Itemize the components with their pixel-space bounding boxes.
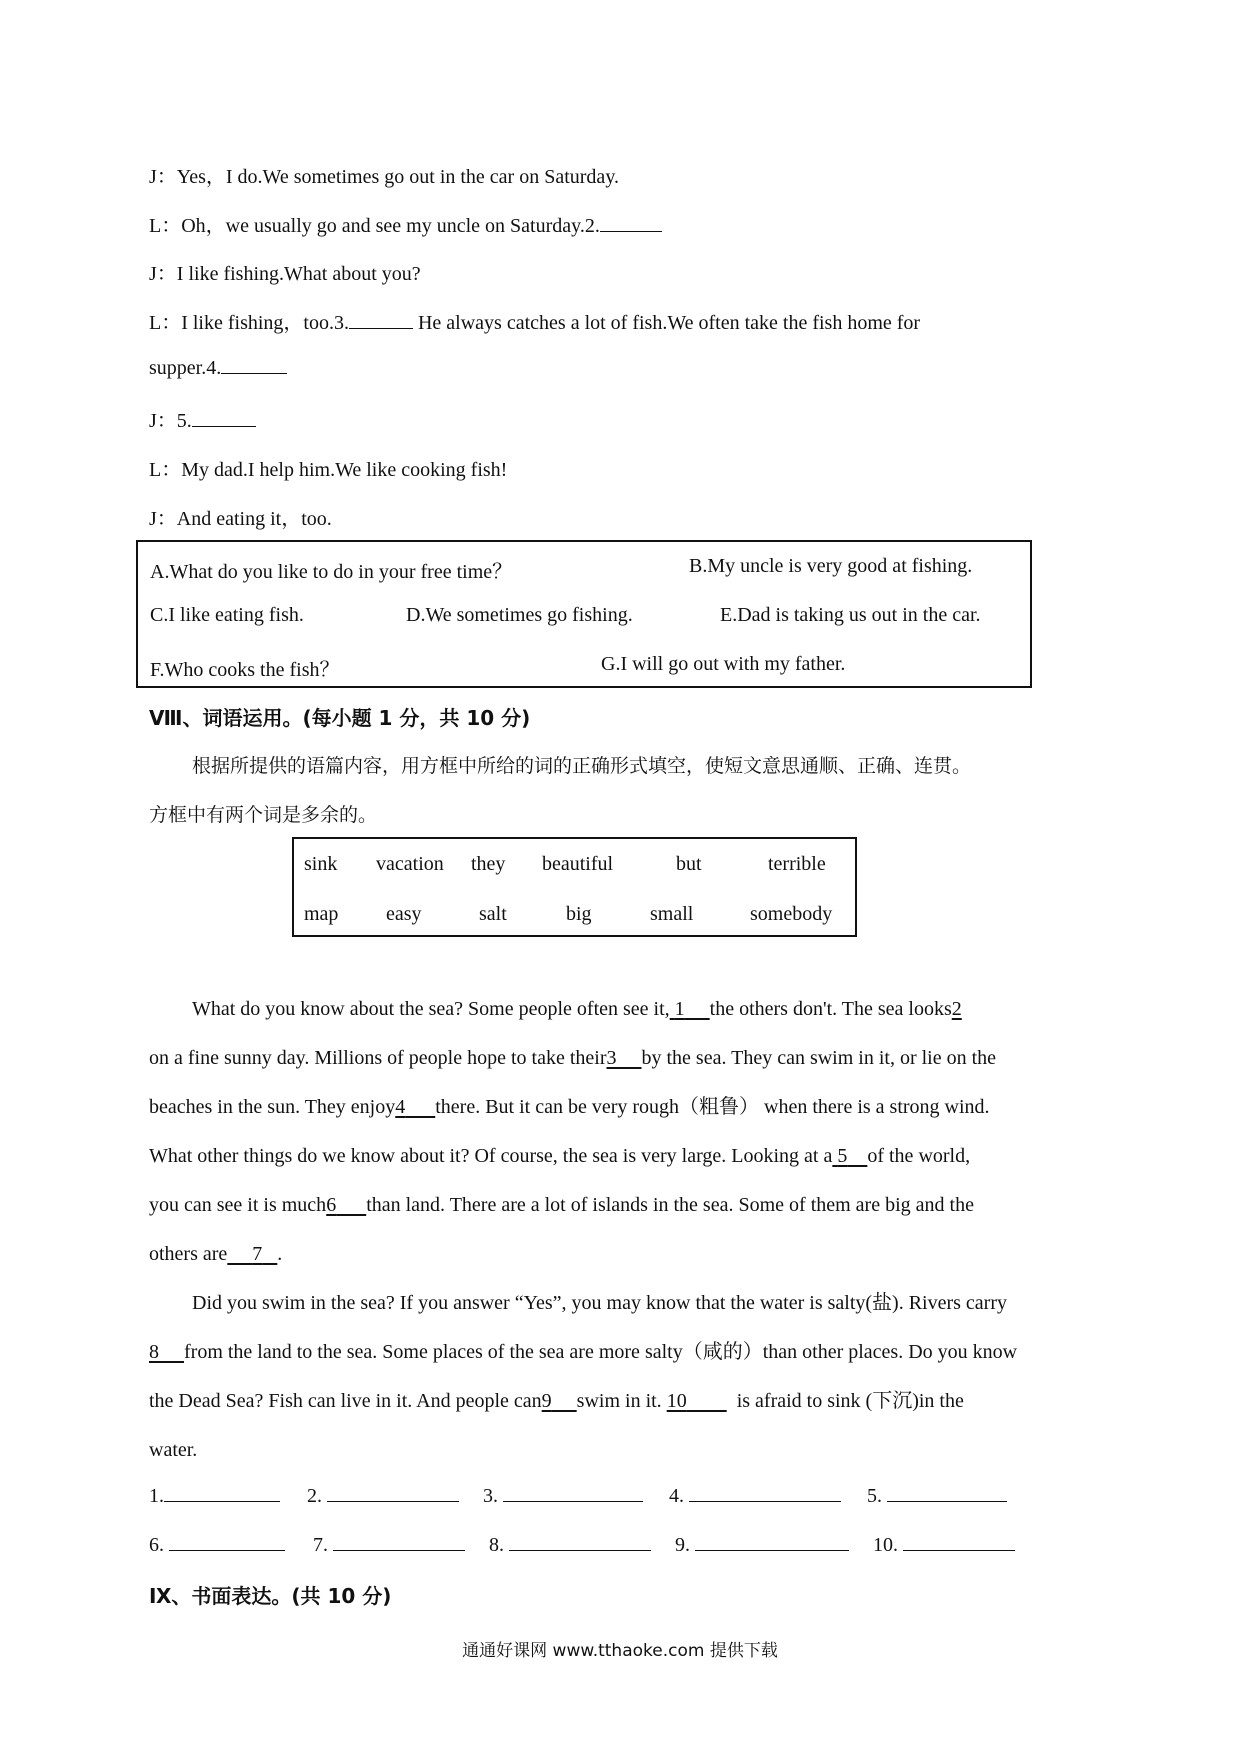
speaker: L: [149, 312, 162, 334]
word-bank-word: they: [471, 853, 506, 875]
word-bank-word: somebody: [750, 903, 833, 925]
blank-10[interactable]: [667, 1390, 727, 1412]
answer-blank[interactable]: [695, 1532, 849, 1551]
word-bank: [292, 837, 857, 937]
passage-line: [149, 1426, 1099, 1475]
blank-2[interactable]: [952, 998, 962, 1020]
passage-text: than land. There are a lot of islands in the sea. Some of them are big and the: [366, 1194, 974, 1216]
passage-text: of the world,: [867, 1145, 971, 1167]
answer-blank[interactable]: [349, 310, 413, 329]
option-g: G.I will go out with my father.: [601, 653, 846, 675]
passage-text: beaches in the sun. They enjoy: [149, 1096, 396, 1118]
section-9-heading: Ⅸ、书面表达。(共 10 分): [149, 1584, 392, 1608]
blank-number: 10: [666, 1390, 687, 1412]
passage-line: [149, 1377, 1099, 1426]
passage-text: What other things do we know about it? Of course, the sea is very large. Looking at a: [149, 1145, 833, 1167]
dialogue-text: And eating it，too.: [176, 508, 332, 530]
word-bank-word: but: [676, 853, 702, 875]
blank-number: 4: [395, 1096, 406, 1118]
dialogue-line-1: J：Yes，I do.We sometimes go out in the car on Saturday.: [149, 166, 620, 188]
answer-blank[interactable]: [903, 1532, 1015, 1551]
dialogue-line-6: J：5.: [149, 404, 256, 433]
dialogue-text: 5.: [176, 410, 192, 432]
answer-slot-7: [313, 1532, 465, 1557]
dialogue-text: supper.4.: [149, 357, 222, 379]
passage-line: [149, 1279, 1099, 1328]
blank-number: 9: [541, 1390, 552, 1412]
word-bank-word: salt: [479, 903, 507, 925]
option-c: C.I like eating fish.: [150, 604, 304, 626]
passage-text: Did you swim in the sea? If you answer “Yes”, you may know that the water is salty(盐). Rivers carry: [192, 1292, 1007, 1314]
speaker: L: [149, 459, 162, 481]
answer-label: 2.: [307, 1485, 322, 1507]
passage-text: by the sea. They can swim in it, or lie on the: [641, 1047, 997, 1069]
blank-6[interactable]: [326, 1194, 366, 1216]
answer-blank[interactable]: [327, 1483, 459, 1502]
options-box: [136, 540, 1032, 688]
speaker: J: [149, 166, 157, 188]
answer-label: 9.: [675, 1534, 690, 1556]
answer-slot-10: [873, 1532, 1015, 1557]
dialogue-text: He always catches a lot of fish.We often take the fish home for: [412, 312, 921, 334]
passage-text: you can see it is much: [149, 1194, 327, 1216]
section-8-heading: Ⅷ、词语运用。(每小题 1 分，共 10 分): [149, 706, 531, 730]
blank-number: 6: [326, 1194, 337, 1216]
dialogue-line-3: J：I like fishing.What about you?: [149, 263, 421, 285]
answer-label: 6.: [149, 1534, 164, 1556]
option-d: D.We sometimes go fishing.: [406, 604, 633, 626]
blank-7[interactable]: [227, 1243, 277, 1265]
section-8-instruction: 方框中有两个词是多余的。: [149, 804, 378, 826]
answer-slot-5: [867, 1483, 1007, 1508]
answer-label: 10.: [873, 1534, 898, 1556]
passage-text: on a fine sunny day. Millions of people hope to take their: [149, 1047, 607, 1069]
word-bank-word: sink: [304, 853, 338, 875]
passage-text: swim in it.: [576, 1390, 662, 1412]
answer-label: 4.: [669, 1485, 684, 1507]
word-bank-word: big: [566, 903, 592, 925]
answer-blank[interactable]: [169, 1532, 285, 1551]
option-e: E.Dad is taking us out in the car.: [720, 604, 981, 626]
option-b: B.My uncle is very good at fishing.: [689, 555, 973, 577]
passage-text: the others don't. The sea looks: [709, 998, 952, 1020]
passage-text: the Dead Sea? Fish can live in it. And people can: [149, 1390, 542, 1412]
blank-5[interactable]: [832, 1145, 867, 1167]
answer-slot-9: [675, 1532, 849, 1557]
blank-number: 7: [252, 1243, 263, 1265]
answer-slot-3: [483, 1483, 643, 1508]
passage-line: [149, 985, 1099, 1034]
passage-text: is afraid to sink (下沉)in the: [736, 1390, 964, 1412]
blank-4[interactable]: [395, 1096, 435, 1118]
dialogue-text: Yes，I do.We sometimes go out in the car on Saturday.: [176, 166, 620, 188]
passage-text: from the land to the sea. Some places of the sea are more salty（咸的）than other places. Do you know: [184, 1341, 1018, 1363]
passage-paragraph-2: [149, 1279, 1099, 1475]
passage-paragraph-1: [149, 985, 1099, 1279]
answer-blank[interactable]: [164, 1483, 280, 1502]
dialogue-line-5: [149, 355, 287, 380]
dialogue-text: My dad.I help him.We like cooking fish!: [181, 459, 508, 481]
speaker: J: [149, 410, 157, 432]
dialogue-text: I like fishing，too.3.: [181, 312, 349, 334]
blank-9[interactable]: [542, 1390, 577, 1412]
answer-blank[interactable]: [503, 1483, 643, 1502]
word-bank-word: easy: [386, 903, 422, 925]
dialogue-text: I like fishing.What about you?: [176, 263, 421, 285]
answer-slot-2: [307, 1483, 459, 1508]
passage-line: [149, 1034, 1099, 1083]
dialogue-line-4: L：I like fishing，too.3. He always catches a lot of fish.We often take the fish home for: [149, 312, 921, 334]
answer-blank[interactable]: [221, 355, 287, 374]
word-bank-word: map: [304, 903, 339, 925]
answer-label: 5.: [867, 1485, 882, 1507]
passage-line: [149, 1132, 1099, 1181]
blank-8[interactable]: [149, 1341, 184, 1363]
word-bank-word: terrible: [768, 853, 826, 875]
passage-text: there. But it can be very rough（粗鲁） when there is a strong wind.: [435, 1096, 990, 1118]
option-f: F.Who cooks the fish？: [150, 659, 340, 681]
speaker: L: [149, 215, 162, 237]
dialogue-line-7: L：My dad.I help him.We like cooking fish!: [149, 459, 508, 481]
answer-slot-4: [669, 1483, 841, 1508]
answer-blank[interactable]: [887, 1483, 1007, 1502]
answer-blank[interactable]: [333, 1532, 465, 1551]
blank-number: 5: [837, 1145, 848, 1167]
section-8-instruction: 根据所提供的语篇内容，用方框中所给的词的正确形式填空，使短文意思通顺、正确、连贯。: [192, 755, 972, 777]
passage-text: What do you know about the sea? Some people often see it,: [192, 998, 670, 1020]
answer-blank[interactable]: [689, 1483, 841, 1502]
blank-number: 2: [951, 998, 962, 1020]
speaker: J: [149, 508, 157, 530]
answer-blank[interactable]: [600, 213, 662, 232]
passage-text: .: [277, 1243, 283, 1265]
blank-number: 3: [606, 1047, 617, 1069]
answer-slot-6: [149, 1532, 285, 1557]
passage-text: others are: [149, 1243, 228, 1265]
option-a: A.What do you like to do in your free time？: [150, 561, 513, 583]
blank-3[interactable]: [607, 1047, 642, 1069]
word-bank-word: vacation: [376, 853, 444, 875]
answer-label: 1.: [149, 1485, 164, 1507]
passage-line: [149, 1083, 1099, 1132]
blank-number: 1: [674, 998, 685, 1020]
page-footer: 通通好课网 www.tthaoke.com 提供下载: [462, 1641, 778, 1661]
dialogue-text: Oh，we usually go and see my uncle on Saturday.2.: [181, 215, 600, 237]
passage-text: water.: [149, 1439, 198, 1461]
answer-slot-8: [489, 1532, 651, 1557]
answer-blank[interactable]: [192, 408, 256, 427]
answer-label: 3.: [483, 1485, 498, 1507]
answer-slot-1: [149, 1483, 280, 1508]
word-bank-word: small: [650, 903, 694, 925]
answer-label: 8.: [489, 1534, 504, 1556]
speaker: J: [149, 263, 157, 285]
word-bank-word: beautiful: [542, 853, 614, 875]
dialogue-line-2: L：Oh，we usually go and see my uncle on Saturday.2.: [149, 209, 662, 238]
passage-line: [149, 1230, 1099, 1279]
answer-label: 7.: [313, 1534, 328, 1556]
passage-line: [149, 1181, 1099, 1230]
answer-blank[interactable]: [509, 1532, 651, 1551]
passage-line: [149, 1328, 1099, 1377]
blank-1[interactable]: [670, 998, 710, 1020]
blank-number: 8: [149, 1341, 159, 1363]
dialogue-line-8: J：And eating it，too.: [149, 508, 332, 530]
